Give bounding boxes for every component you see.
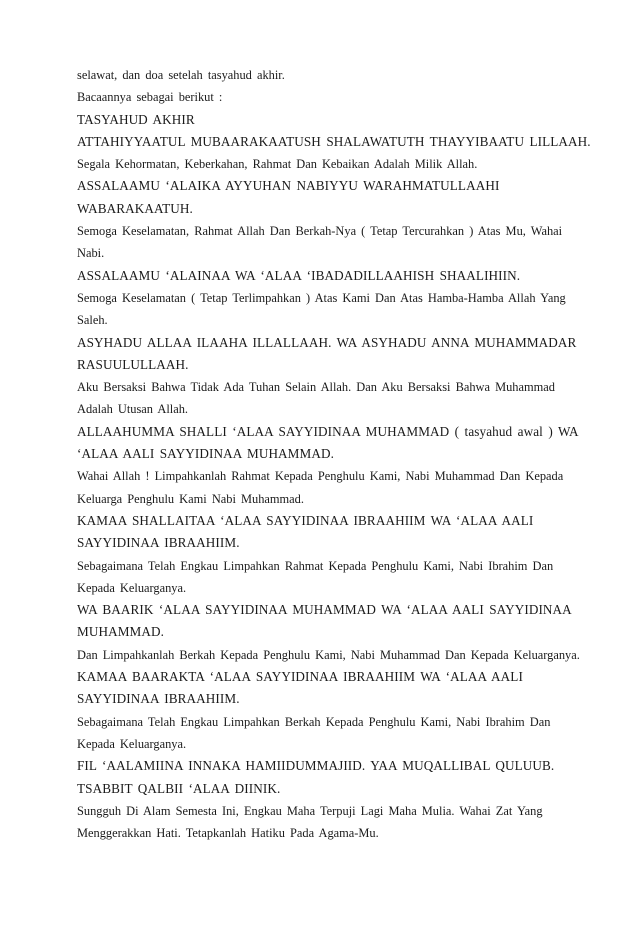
translation-line: Kepada Keluarganya. [77,580,187,595]
translation-line: Keluarga Penghulu Kami Nabi Muhammad. [77,491,304,506]
translation-line: Wahai Allah ! Limpahkanlah Rahmat Kepada Penghulu Kami, Nabi Muhammad Dan Kepada [77,469,564,484]
prayer-transliteration-line: ‘ALAA AALI SAYYIDINAA MUHAMMAD. [77,446,334,462]
translation-line: Dan Limpahkanlah Berkah Kepada Penghulu Kami, Nabi Muhammad Dan Kepada Keluarganya. [77,647,580,662]
prayer-transliteration-line: ASSALAAMU ‘ALAINAA WA ‘ALAA ‘IBADADILLAAHISH SHAALIHIIN. [77,267,521,283]
prayer-transliteration-line: ASYHADU ALLAA ILAAHA ILLALLAAH. WA ASYHADU ANNA MUHAMMADAR [77,334,577,350]
translation-line: Kepada Keluarganya. [77,736,187,751]
translation-line: Sebagaimana Telah Engkau Limpahkan Rahmat Kepada Penghulu Kami, Nabi Ibrahim Dan [77,558,554,573]
translation-line: Sungguh Di Alam Semesta Ini, Engkau Maha Terpuji Lagi Maha Mulia. Wahai Zat Yang [77,803,543,818]
translation-line: Semoga Keselamatan, Rahmat Allah Dan Berkah-Nya ( Tetap Tercurahkan ) Atas Mu, Wahai [77,224,563,239]
prayer-transliteration-line: KAMAA SHALLAITAA ‘ALAA SAYYIDINAA IBRAAHIIM WA ‘ALAA AALI [77,512,534,528]
translation-line: Menggerakkan Hati. Tetapkanlah Hatiku Pada Agama-Mu. [77,826,379,841]
prayer-transliteration-line: ASSALAAMU ‘ALAIKA AYYUHAN NABIYYU WARAHMATULLAAHI [77,178,500,194]
translation-line: Saleh. [77,313,108,328]
translation-line: Adalah Utusan Allah. [77,402,189,417]
prayer-transliteration-line: WABARAKAATUH. [77,200,193,216]
translation-line: Sebagaimana Telah Engkau Limpahkan Berkah Kepada Penghulu Kami, Nabi Ibrahim Dan [77,714,551,729]
prayer-transliteration-line: TSABBIT QALBII ‘ALAA DIINIK. [77,780,281,796]
translation-line: Bacaannya sebagai berikut : [77,90,223,105]
translation-line: Segala Kehormatan, Keberkahan, Rahmat Dan Kebaikan Adalah Milik Allah. [77,157,478,172]
translation-line: selawat, dan doa setelah tasyahud akhir. [77,68,285,82]
prayer-transliteration-line: WA BAARIK ‘ALAA SAYYIDINAA MUHAMMAD WA ‘ALAA AALI SAYYIDINAA [77,602,572,618]
translation-line: Nabi. [77,246,105,261]
prayer-transliteration-line: FIL ‘AALAMIINA INNAKA HAMIIDUMMAJIID. YAA MUQALLIBAL QULUUB. [77,758,555,774]
prayer-transliteration-line: SAYYIDINAA IBRAAHIIM. [77,691,240,707]
prayer-transliteration-line: RASUULULLAAH. [77,356,189,372]
prayer-transliteration-line: SAYYIDINAA IBRAAHIIM. [77,535,240,551]
prayer-transliteration-line: ATTAHIYYAATUL MUBAARAKAATUSH SHALAWATUTH THAYYIBAATU LILLAAH. [77,133,591,149]
prayer-transliteration-line: MUHAMMAD. [77,624,164,640]
document-body [77,64,591,844]
translation-line: Aku Bersaksi Bahwa Tidak Ada Tuhan Selain Allah. Dan Aku Bersaksi Bahwa Muhammad [77,380,555,395]
prayer-transliteration-line: ALLAAHUMMA SHALLI ‘ALAA SAYYIDINAA MUHAMMAD ( tasyahud awal ) WA [77,423,579,439]
prayer-transliteration-line: TASYAHUD AKHIR [77,111,195,127]
translation-line: Semoga Keselamatan ( Tetap Terlimpahkan ) Atas Kami Dan Atas Hamba-Hamba Allah Yang [77,290,566,305]
prayer-transliteration-line: KAMAA BAARAKTA ‘ALAA SAYYIDINAA IBRAAHIIM WA ‘ALAA AALI [77,669,523,685]
